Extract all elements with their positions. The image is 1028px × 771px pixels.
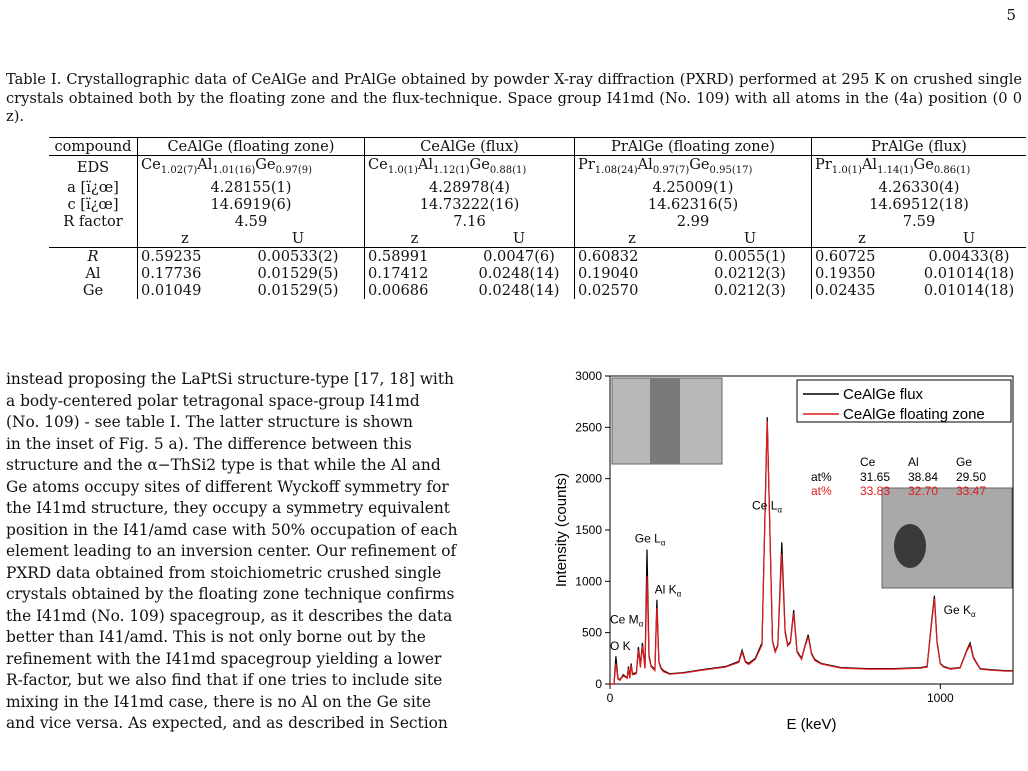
element-symbol: Al — [861, 156, 878, 173]
z-value: 0.02570 — [575, 282, 690, 299]
compound-header: PrAlGe (flux) — [812, 138, 1027, 156]
composition-row-label: at% — [811, 470, 832, 484]
r-factor-value: 2.99 — [575, 213, 812, 230]
body-line: PXRD data obtained from stoichiometric crushed single — [6, 563, 442, 582]
lattice-c-value: 14.69512(18) — [812, 196, 1027, 213]
r-factor-label: R factor — [63, 212, 123, 230]
eds-formula — [812, 156, 1027, 179]
atom-row — [49, 282, 1026, 299]
eds-spectrum-chart — [540, 362, 1020, 742]
legend-label: CeAlGe flux — [843, 386, 924, 403]
lattice-a-value: 4.26330(4) — [812, 179, 1027, 196]
peak-label: Ce $L_\alpha$ — [752, 498, 783, 515]
y-axis-label: Intensity (counts) — [553, 472, 570, 588]
zu-header-row — [49, 230, 1026, 248]
table-header-row — [49, 138, 1026, 156]
r-factor-value: 7.59 — [812, 213, 1027, 230]
peak-label: Ge $L_\alpha$ — [634, 531, 666, 548]
body-line: mixing in the I41md case, there is no Al on the Ge site — [6, 692, 432, 711]
body-line: position in the I41/amd case with 50% occupation of each — [6, 520, 458, 539]
body-line: crystals obtained by the floating zone technique confirms — [6, 585, 455, 603]
y-tick-label: 1500 — [575, 523, 602, 537]
z-value: 0.00686 — [365, 282, 465, 299]
r-factor-value: 4.59 — [138, 213, 365, 230]
element-symbol: Al — [637, 156, 653, 173]
lattice-c-value: 14.73222(16) — [365, 196, 575, 213]
stoichiometry: 1.08(24) — [594, 164, 638, 176]
eds-formula — [365, 156, 575, 179]
peak-label: Al $K_\alpha$ — [654, 582, 682, 599]
composition-value: 32.70 — [908, 484, 939, 498]
u-value: 0.0248(14) — [478, 281, 560, 299]
eds-row — [49, 156, 1026, 179]
z-value: 0.58991 — [365, 247, 465, 265]
lattice-c-row — [49, 196, 1026, 213]
lattice-a-value: 4.28155(1) — [138, 179, 365, 196]
eds-label: EDS — [76, 158, 110, 176]
u-value: 0.0212(3) — [714, 264, 786, 282]
stoichiometry: 1.12(1) — [433, 164, 470, 176]
sem-crystal-fragment — [894, 524, 926, 568]
z-header: z — [575, 230, 690, 248]
z-header: z — [365, 230, 465, 248]
stoichiometry: 0.88(1) — [489, 164, 527, 176]
element-symbol: Ge — [469, 156, 490, 173]
u-header: U — [232, 230, 365, 248]
blank-cell — [49, 230, 138, 248]
lattice-c-value: 14.62316(5) — [575, 196, 812, 213]
composition-value: 38.84 — [908, 470, 939, 484]
stoichiometry: 1.0(1) — [387, 164, 418, 176]
peak-label: Ce $M_\alpha$ — [610, 612, 644, 629]
body-line: refinement with the I41md spacegroup yielding a lower — [6, 649, 442, 668]
body-line: element leading to an inversion center. Our refinement of — [6, 542, 457, 560]
z-value: 0.17736 — [138, 265, 233, 282]
u-value: 0.0047(6) — [483, 247, 555, 265]
eds-formula — [575, 156, 812, 179]
element-symbol: Ge — [255, 156, 276, 173]
element-symbol: Pr — [578, 156, 595, 173]
body-line: the I41md (No. 109) spacegroup, as it describes the data — [6, 606, 453, 625]
u-value: 0.00433(8) — [928, 247, 1010, 265]
eds-formula — [138, 156, 365, 179]
composition-value: 31.65 — [860, 470, 891, 484]
stoichiometry: 0.97(7) — [652, 164, 690, 176]
body-line: a body-centered polar tetragonal space-group I41md — [6, 391, 420, 410]
stoichiometry: 1.01(16) — [212, 164, 256, 176]
composition-value: 33.83 — [860, 484, 891, 498]
y-tick-label: 3000 — [575, 369, 602, 383]
lattice-a-value: 4.25009(1) — [575, 179, 812, 196]
z-header: z — [812, 230, 913, 248]
lattice-a-value: 4.28978(4) — [365, 179, 575, 196]
stoichiometry: 0.95(17) — [709, 164, 753, 176]
crystallographic-table — [49, 137, 1026, 299]
z-value: 0.19040 — [575, 265, 690, 282]
y-tick-label: 0 — [595, 677, 602, 691]
x-tick-label: 0 — [606, 691, 614, 705]
lattice-a-row — [49, 179, 1026, 196]
page-number: 5 — [1006, 6, 1016, 24]
element-symbol: Al — [197, 156, 213, 173]
element-symbol: Al — [417, 156, 434, 173]
x-tick-label: 1000 — [926, 691, 954, 705]
r-factor-value: 7.16 — [365, 213, 575, 230]
z-value: 0.17412 — [365, 265, 465, 282]
body-line: structure and the α−ThSi2 type is that while the Al and — [6, 456, 441, 474]
stoichiometry: 1.14(1) — [877, 164, 914, 176]
x-axis-label: E (keV) — [786, 716, 837, 733]
u-value: 0.0055(1) — [714, 247, 786, 265]
body-line: R-factor, but we also find that if one tries to include site — [6, 671, 443, 689]
u-header: U — [689, 230, 812, 248]
element-symbol: Ge — [689, 156, 710, 173]
u-header: U — [912, 230, 1026, 248]
y-tick-label: 1000 — [575, 574, 602, 589]
body-line: and vice versa. As expected, and as described in Section — [6, 714, 448, 732]
sem-inset-dark-band — [650, 378, 680, 464]
atom-name: Al — [85, 264, 101, 282]
compound-header: CeAlGe (floating zone) — [138, 138, 365, 156]
body-text — [6, 369, 494, 735]
body-line: Ge atoms occupy sites of different Wyckoff symmetry for — [6, 477, 449, 496]
z-value: 0.02435 — [812, 282, 913, 299]
u-value: 0.00533(2) — [257, 247, 339, 265]
u-value: 0.0248(14) — [478, 264, 560, 282]
y-tick-label: 500 — [581, 625, 602, 640]
stoichiometry: 1.0(1) — [831, 164, 862, 176]
composition-header: Ce — [860, 455, 876, 469]
element-symbol: Ge — [913, 156, 934, 173]
u-value: 0.01529(5) — [257, 281, 339, 299]
element-symbol: Ce — [141, 156, 161, 173]
compound-header: PrAlGe (floating zone) — [575, 138, 812, 156]
composition-value: 29.50 — [956, 470, 987, 484]
u-value: 0.0212(3) — [714, 281, 786, 299]
body-line: (No. 109) - see table I. The latter structure is shown — [6, 413, 413, 431]
legend-label: CeAlGe floating zone — [843, 406, 985, 423]
body-line: the I41md structure, they occupy a symmetry equivalent — [6, 499, 450, 517]
atom-name: Ge — [82, 281, 104, 299]
body-line: instead proposing the LaPtSi structure-type [17, 18] with — [6, 370, 454, 388]
z-value: 0.59235 — [138, 247, 233, 265]
lattice-c-label: c [ï¿œ] — [67, 195, 119, 213]
table-caption: Table I. Crystallographic data of CeAlGe and PrAlGe obtained by powder X-ray diffraction (PXRD) performed at 295 K on crushed single crystals obtained both by the floating zone and the flux-technique. Space group I41md (No. 109) with all atoms in the (4a) position (0 0 z). — [6, 71, 1022, 126]
z-value: 0.19350 — [812, 265, 913, 282]
stoichiometry: 0.86(1) — [933, 164, 971, 176]
z-value: 0.60832 — [575, 247, 690, 265]
peak-label: Ge $K_\alpha$ — [943, 603, 976, 620]
u-value: 0.01014(18) — [923, 264, 1015, 282]
u-header: U — [464, 230, 575, 248]
z-value: 0.01049 — [138, 282, 233, 299]
y-tick-label: 2500 — [575, 420, 602, 435]
stoichiometry: 0.97(9) — [275, 164, 312, 176]
atom-name: R — [87, 247, 99, 265]
element-symbol: Pr — [815, 156, 832, 173]
composition-header: Ge — [956, 455, 973, 469]
table-corner: compound — [49, 138, 138, 156]
compound-header: CeAlGe (flux) — [365, 138, 575, 156]
z-value: 0.60725 — [812, 247, 913, 265]
stoichiometry: 1.02(7) — [160, 164, 198, 176]
u-value: 0.01529(5) — [257, 264, 339, 282]
composition-value: 33.47 — [956, 484, 987, 498]
composition-row-label: at% — [811, 484, 832, 498]
lattice-c-value: 14.6919(6) — [138, 196, 365, 213]
r-factor-row — [49, 213, 1026, 230]
atom-row — [49, 265, 1026, 282]
element-symbol: Ce — [368, 156, 388, 173]
composition-header: Al — [908, 455, 919, 469]
lattice-a-label: a [ï¿œ] — [67, 178, 119, 196]
u-value: 0.01014(18) — [923, 281, 1015, 299]
atom-row — [49, 247, 1026, 265]
body-line: better than I41/amd. This is not only borne out by the — [6, 628, 426, 646]
body-line: in the inset of Fig. 5 a). The difference between this — [6, 434, 412, 453]
z-header: z — [138, 230, 233, 248]
y-tick-label: 2000 — [575, 471, 602, 486]
peak-label: O K — [610, 639, 631, 654]
